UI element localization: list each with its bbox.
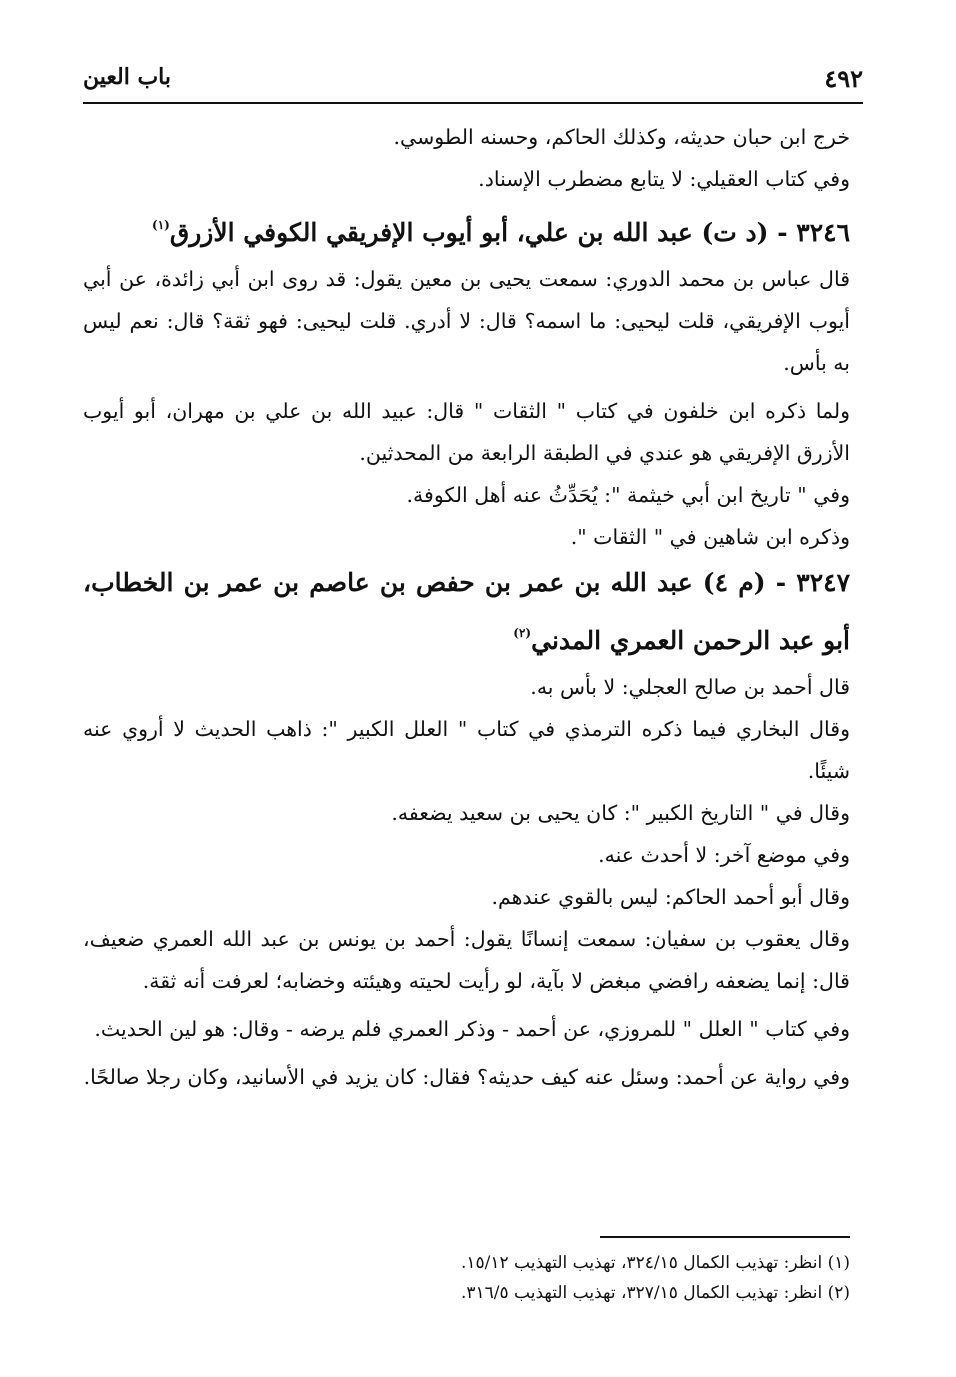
footnotes <box>83 1248 850 1308</box>
entry-title: ٣٢٤٧ - (م ٤) عبد الله بن عمر بن حفص بن عاصم بن عمر بن الخطاب، أبو عبد الرحمن العمري المدني <box>83 568 850 655</box>
section-title: باب العين <box>83 64 172 90</box>
main-text <box>83 116 850 1098</box>
paragraph: وقال أبو أحمد الحاكم: ليس بالقوي عندهم. <box>491 885 850 909</box>
paragraph: وفي " تاريخ ابن أبي خيثمة ": يُحَدِّثُ عنه أهل الكوفة. <box>406 483 850 507</box>
footnote-rule <box>600 1236 850 1238</box>
paragraph: وذكره ابن شاهين في " الثقات ". <box>570 525 850 549</box>
paragraph: وفي موضع آخر: لا أحدث عنه. <box>598 843 850 867</box>
entry-title: ٣٢٤٦ - (د ت) عبد الله بن علي، أبو أيوب الإفريقي الكوفي الأزرق <box>169 218 850 247</box>
paragraph: قال أحمد بن صالح العجلي: لا بأس به. <box>530 675 850 699</box>
paragraph: وفي رواية عن أحمد: وسئل عنه كيف حديثه؟ فقال: كان يزيد في الأسانيد، وكان رجلا صالحًا. <box>83 1065 850 1089</box>
paragraph: ولما ذكره ابن خلفون في كتاب " الثقات " قال: عبيد الله بن علي بن مهران، أبو أيوب الأزرق الإفريقي هو عندي في الطبقة الرابعة من المحدثين. <box>83 399 850 465</box>
footnote-2: (٢) انظر: تهذيب الكمال ٣٢٧/١٥، تهذيب التهذيب ٣١٦/٥. <box>460 1283 850 1303</box>
paragraph: وقال يعقوب بن سفيان: سمعت إنسانًا يقول: أحمد بن يونس بن عبد الله العمري ضعيف، قال: إنما يضعفه رافضي مبغض لا بآية، لو رأيت لحيته وهيئته وخضابه؛ لعرفت أنه ثقة. <box>83 927 850 993</box>
entry-heading-3247 <box>83 558 850 666</box>
entry-heading-3246 <box>83 200 850 258</box>
paragraph: وقال البخاري فيما ذكره الترمذي في كتاب " العلل الكبير ": ذاهب الحديث لا أروي عنه شيئًا. <box>83 717 850 783</box>
paragraph: قال عباس بن محمد الدوري: سمعت يحيى بن معين يقول: قد روى ابن أبي زائدة، عن أبي أيوب الإفريقي، قلت ليحيى: ما اسمه؟ قال: لا أدري. قلت ليحيى: فهو ثقة؟ قال: نعم ليس به بأس. <box>83 267 850 375</box>
paragraph: وفي كتاب " العلل " للمروزي، عن أحمد - وذكر العمري فلم يرضه - وقال: هو لين الحديث. <box>94 1017 850 1041</box>
header-rule <box>83 102 863 104</box>
paragraph: خرج ابن حبان حديثه، وكذلك الحاكم، وحسنه الطوسي. <box>393 125 850 149</box>
paragraph: وفي كتاب العقيلي: لا يتابع مضطرب الإسناد. <box>478 167 850 191</box>
footnote-ref: (١) <box>152 218 170 232</box>
footnote-1: (١) انظر: تهذيب الكمال ٣٢٤/١٥، تهذيب التهذيب ١٥/١٢. <box>460 1253 850 1273</box>
page-number: ٤٩٢ <box>824 64 863 93</box>
footnote-ref: (٢) <box>513 626 532 640</box>
running-header <box>83 62 863 102</box>
paragraph: وقال في " التاريخ الكبير ": كان يحيى بن سعيد يضعفه. <box>391 801 850 825</box>
